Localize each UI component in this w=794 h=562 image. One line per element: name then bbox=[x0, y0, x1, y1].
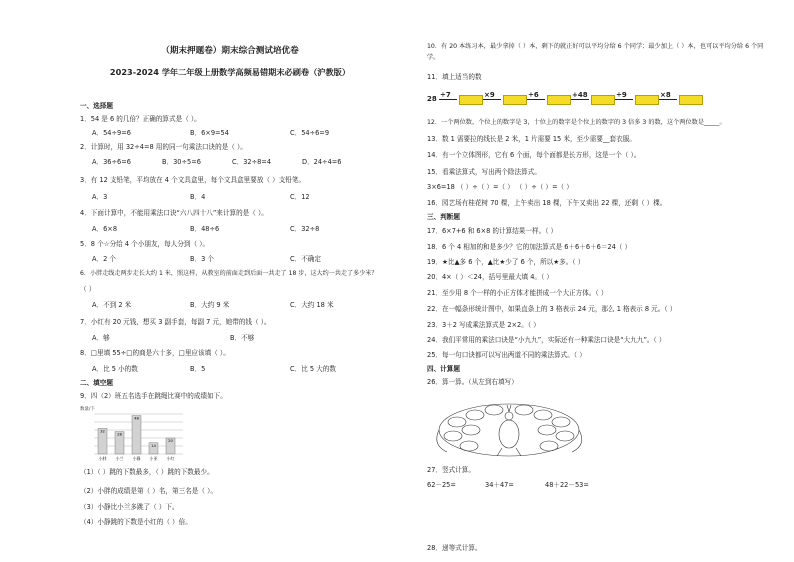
chain-answer-box-4[interactable] bbox=[591, 95, 615, 105]
chain-op-2: ×9 bbox=[484, 91, 495, 99]
question-26: 26．算一算。（从左到右填写） bbox=[427, 378, 518, 386]
question-9-part-2: （2）小胖的成绩是第（ ）名，第三名是（ ）。 bbox=[80, 487, 217, 495]
question-19: 19．★比▲多 6 个，▲比★少了 6 个，所以★多。（ ） bbox=[427, 258, 585, 266]
chain-answer-box-5[interactable] bbox=[635, 95, 659, 105]
section-calc: 四、计算题 bbox=[427, 365, 460, 373]
chain-op-1: ÷7 bbox=[440, 91, 451, 99]
q2-option-a: A．36÷6=6 bbox=[92, 158, 131, 166]
section-choice: 一、选择题 bbox=[80, 102, 113, 110]
question-9: 9．四（2）班五名选手在跳绳比赛中的成绩如下。 bbox=[80, 392, 227, 400]
question-6: 6．小胖走线走两步走长大约 1 米，照这样，从教室的前面走到后面一共走了 18 步，这大约一共走了多少米？ bbox=[80, 270, 378, 277]
chart-value-label: 48 bbox=[134, 415, 139, 421]
page-subtitle: 2023-2024 学年二年级上册数学高频易错期末必刷卷（沪教版） bbox=[109, 67, 351, 77]
question-6-blank: （ ） bbox=[80, 285, 96, 293]
question-13: 13．数 1 需要拉的线长是 2 米，1 片需要 15 米，至少需要__套衣服。 bbox=[427, 135, 636, 143]
chain-op-5: ÷9 bbox=[616, 91, 627, 99]
chart-ylabel: 数量/下 bbox=[80, 407, 96, 412]
question-2: 2．计算时，用 32÷4=8 用的同一句乘法口诀的是（ ）。 bbox=[80, 143, 247, 151]
question-9-part-1: （1）（ ）跳的下数最多，（ ）跳的下数最少。 bbox=[80, 468, 214, 476]
chart-category-label: 小亚 bbox=[149, 456, 158, 461]
chain-start: 28 bbox=[427, 95, 437, 103]
q4-option-a: A．6×8 bbox=[92, 225, 118, 233]
question-9-part-3: （3）小静比小兰多跳了（ ）下。 bbox=[80, 503, 179, 511]
chain-op-4: +48 bbox=[572, 91, 588, 99]
question-20: 20．4×（ ）＜24，括号里最大填 4。（ ） bbox=[427, 273, 553, 281]
q1-option-b: B．6×9=54 bbox=[190, 129, 229, 137]
chart-category-label: 小胖 bbox=[98, 456, 107, 461]
question-24: 24．我们平常用的乘法口诀是“小九九”，实际还有一种乘法口诀是“大九九”。（ ） bbox=[427, 336, 666, 344]
question-9-part-4: （4）小静跳的下数是小红的（ ）倍。 bbox=[80, 518, 192, 526]
chart-value-label: 20 bbox=[168, 438, 173, 443]
question-8: 8．□里填 55÷□的商是六十多，□里应该填（ ）。 bbox=[80, 349, 230, 357]
question-12: 12．一个两位数，个位上的数字是 3，十位上的数字是个位上的数字的 3 倍多 3 的数，这个两位数是_____。 bbox=[427, 119, 726, 126]
question-21: 21．至少用 8 个一样的小正方体才能拼成一个大正方体。（ ） bbox=[427, 289, 608, 297]
question-23: 23．3＋2 写成乘法算式是 2×2。（ ） bbox=[427, 321, 540, 329]
q8-option-a: A．比 5 小的数 bbox=[92, 365, 138, 373]
chart-category-label: 小兰 bbox=[115, 456, 124, 461]
question-22: 22．在一幅条形统计图中，如果直条上的 3 格表示 24 元，那么 1 格表示 8 元。（ ） bbox=[427, 305, 677, 313]
question-18: 18．6 个 4 相加的和是多少？它的加法算式是 6＋6＋6＋6＝24（ ） bbox=[427, 243, 632, 251]
section-judge: 三、判断题 bbox=[427, 213, 460, 221]
question-10: 10．有 20 本练习本，最少拿掉（ ）本，剩下的就正好可以平均分给 6 个同学；最少加上（ ）本，也可以平均分给 6 个同学。 bbox=[427, 43, 764, 61]
chain-op-3: ÷6 bbox=[528, 91, 539, 99]
q4-option-c: C．32÷8 bbox=[290, 225, 320, 233]
q1-option-a: A．54÷9=6 bbox=[92, 129, 131, 137]
question-5: 5．8 个☆分给 4 个小朋友，每人分到（ ）。 bbox=[80, 240, 210, 248]
q2-option-c: C．32÷8=4 bbox=[232, 158, 272, 166]
q7-option-b: B．不够 bbox=[230, 334, 255, 342]
question-25: 25．每一句口诀都可以写出两道不同的乘法算式。（ ） bbox=[427, 351, 586, 359]
section-fill: 二、填空题 bbox=[80, 379, 113, 387]
chart-category-label: 小静 bbox=[132, 456, 141, 461]
question-3: 3．有 12 支铅笔，平均放在 4 个文具盒里，每个文具盒里要放（ ）支铅笔。 bbox=[80, 176, 306, 184]
chart-category-label: 小红 bbox=[166, 456, 175, 461]
page-title: （期末押题卷）期末综合测试培优卷 bbox=[161, 46, 299, 56]
q4-option-b: B．48÷6 bbox=[190, 225, 220, 233]
question-11: 11．填上适当的数 bbox=[427, 73, 482, 81]
chain-answer-box-6[interactable] bbox=[679, 95, 703, 105]
q27-item-1: 62－25= bbox=[427, 481, 456, 489]
q6-option-c: C．大约 18 米 bbox=[290, 301, 334, 309]
question-4: 4．下面计算中，不能用乘法口诀“六八四十八”来计算的是（ ）。 bbox=[80, 209, 268, 217]
question-1: 1．54 是 6 的几倍？正确的算式是（ ）。 bbox=[80, 115, 201, 123]
question-14: 14．有一个立体图形，它有 6 个面，每个面都是长方形，这是一个（ ）。 bbox=[427, 151, 641, 159]
q3-option-b: B．4 bbox=[190, 193, 206, 201]
chain-answer-box-1[interactable] bbox=[459, 95, 483, 105]
q27-item-3: 48＋22－53= bbox=[545, 481, 589, 489]
chart-bar bbox=[132, 416, 141, 454]
chart-value-label: 28 bbox=[117, 431, 122, 437]
question-15-equations: 3×6=18 （ ）÷（ ）=（ ） （ ）÷（ ）=（ ） bbox=[427, 183, 573, 191]
q2-option-b: B．30÷5=6 bbox=[162, 158, 201, 166]
question-28: 28．递等式计算。 bbox=[427, 544, 482, 552]
peacock-illustration bbox=[427, 390, 602, 460]
q8-option-c: C．比 5 大的数 bbox=[290, 365, 336, 373]
question-27: 27．竖式计算。 bbox=[427, 466, 475, 474]
q3-option-a: A．3 bbox=[92, 193, 108, 201]
q3-option-c: C．12 bbox=[290, 193, 310, 201]
number-chain bbox=[427, 90, 767, 108]
question-15: 15．看乘法算式，写出两个除法算式。 bbox=[427, 168, 541, 176]
chain-answer-box-2[interactable] bbox=[503, 95, 527, 105]
question-17: 17．6×7+6 和 6×8 的计算结果一样。（ ） bbox=[427, 227, 558, 235]
q27-item-2: 34＋47= bbox=[485, 481, 514, 489]
question-7: 7．小红有 20 元钱，想买 3 副手套，每副 7 元，她带的钱（ ）。 bbox=[80, 318, 271, 326]
q5-option-b: B．3 个 bbox=[190, 255, 215, 263]
q6-option-a: A．不到 2 米 bbox=[92, 301, 132, 309]
question-16: 16．园艺场有桂花树 70 棵，上午卖出 18 棵，下午又卖出 22 棵，还剩（ ）棵。 bbox=[427, 199, 667, 207]
q8-option-b: B．5 bbox=[190, 365, 206, 373]
q7-option-a: A．够 bbox=[92, 334, 110, 342]
chain-answer-box-3[interactable] bbox=[547, 95, 571, 105]
chart-value-label: 14 bbox=[151, 442, 156, 448]
chain-op-6: ×8 bbox=[660, 91, 671, 99]
q6-option-b: B．大约 9 米 bbox=[190, 301, 230, 309]
jump-rope-bar-chart bbox=[80, 404, 200, 462]
chart-bars bbox=[98, 416, 175, 454]
chart-value-label: 32 bbox=[100, 428, 105, 434]
q1-option-c: C．54÷6=9 bbox=[290, 129, 330, 137]
q5-option-c: C．不确定 bbox=[290, 255, 321, 263]
q2-option-d: D．24÷4=6 bbox=[302, 158, 342, 166]
q5-option-a: A．2 个 bbox=[92, 255, 116, 263]
